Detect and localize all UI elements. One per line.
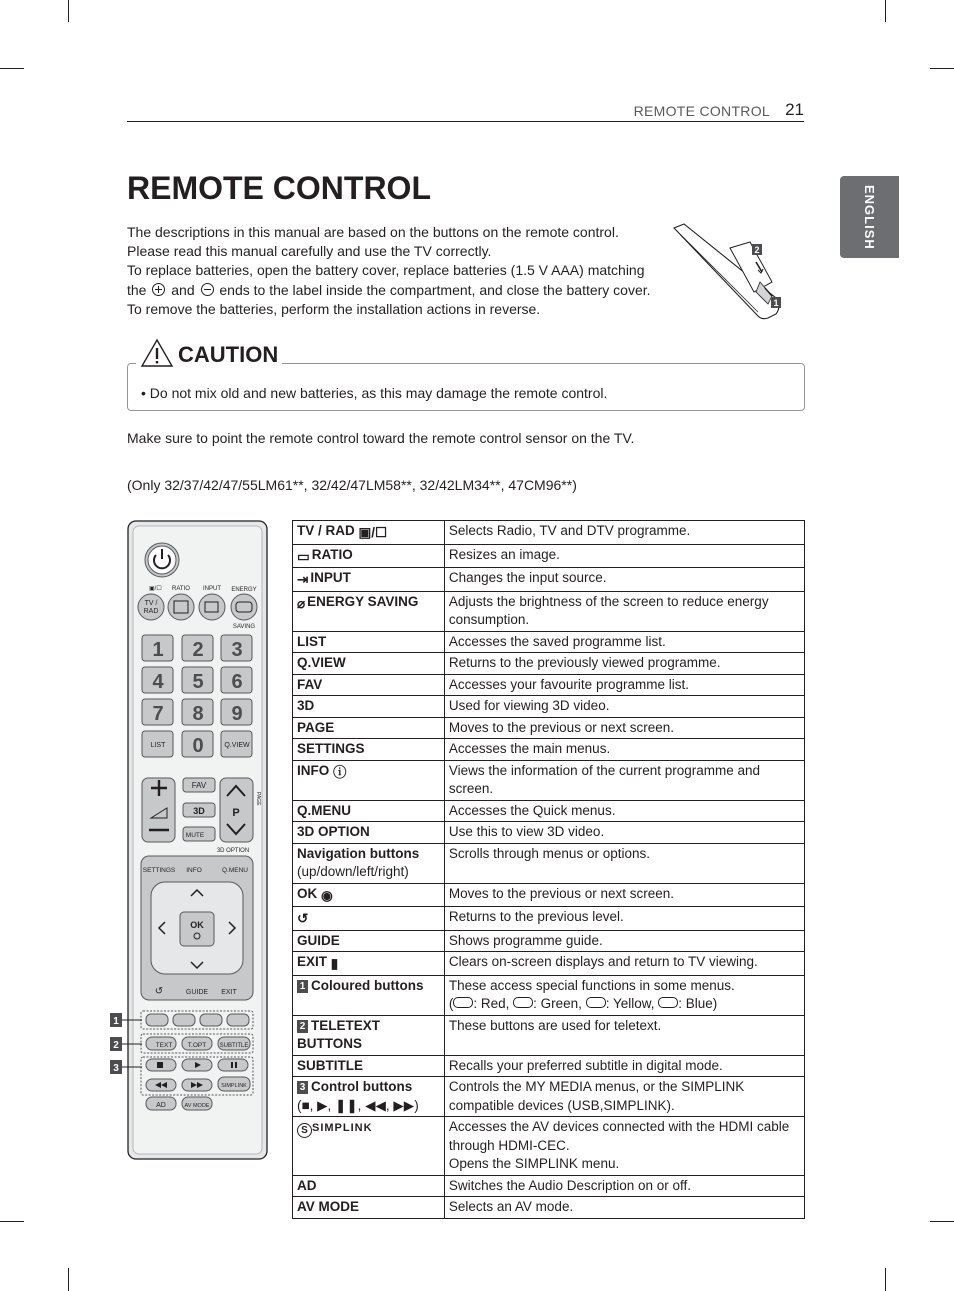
button-desc-cell: Recalls your preferred subtitle in digital mode. xyxy=(444,1055,804,1077)
remote-label: RAD xyxy=(143,608,159,615)
button-desc-cell: Accesses the AV devices connected with the HDMI cable through HDMI-CEC. Opens the SIMPLINK menu. xyxy=(444,1117,804,1176)
table-row xyxy=(293,717,805,739)
simplink-icon: S xyxy=(297,1123,312,1138)
warning-icon xyxy=(140,338,174,368)
table-row xyxy=(293,907,805,931)
button-name-cell: EXIT ▮ xyxy=(293,952,445,976)
button-desc-cell: Accesses your favourite programme list. xyxy=(444,674,804,696)
button-desc-cell: Selects an AV mode. xyxy=(444,1197,804,1219)
remote-label: AD xyxy=(156,1102,166,1109)
button-name-cell: Navigation buttons (up/down/left/right) xyxy=(293,843,445,883)
models-note: (Only 32/37/42/47/55LM61**, 32/42/47LM58**, 32/42LM34**, 47CM96**) xyxy=(127,477,577,493)
button-name-cell xyxy=(293,907,445,931)
ratio-icon: ▭ xyxy=(297,548,310,564)
intro-line xyxy=(127,281,667,300)
page-title: REMOTE CONTROL xyxy=(127,170,431,206)
crop-mark xyxy=(930,68,954,69)
button-desc-cell: Returns to the previously viewed programme. xyxy=(444,653,804,675)
button-desc-cell: These access special functions in some menus. ( : Red, : Green, : Yellow, : Blue) xyxy=(444,975,804,1015)
table-row xyxy=(293,1055,805,1077)
button-desc-cell: Moves to the previous or next screen. xyxy=(444,883,804,907)
table-row xyxy=(293,521,805,545)
crop-mark xyxy=(68,1268,69,1291)
table-row xyxy=(293,822,805,844)
table-row xyxy=(293,653,805,675)
caution-header xyxy=(136,338,282,368)
button-name-cell: ▭ RATIO xyxy=(293,544,445,568)
header-section-title: REMOTE CONTROL xyxy=(633,103,770,119)
remote-label: Q.MENU xyxy=(222,867,248,874)
remote-label: PAGE xyxy=(255,792,261,806)
button-name-cell: ⇥ INPUT xyxy=(293,568,445,592)
button-name-cell: GUIDE xyxy=(293,930,445,952)
button-desc-cell: Accesses the saved programme list. xyxy=(444,631,804,653)
callout-badge: 1 xyxy=(297,980,308,993)
button-desc-cell: Used for viewing 3D video. xyxy=(444,696,804,718)
remote-label: MUTE xyxy=(185,832,205,839)
intro-text-fragment: the xyxy=(127,281,147,298)
remote-label: INFO xyxy=(186,867,202,874)
button-name-cell: OK ◉ xyxy=(293,883,445,907)
ok-icon: ◉ xyxy=(321,887,333,903)
table-row xyxy=(293,883,805,907)
red-button-icon xyxy=(453,997,473,1008)
button-desc-cell: Use this to view 3D video. xyxy=(444,822,804,844)
sensor-note: Make sure to point the remote control toward the remote control sensor on the TV. xyxy=(127,430,635,446)
button-name-cell: Q.MENU xyxy=(293,800,445,822)
table-row xyxy=(293,591,805,631)
table-row xyxy=(293,544,805,568)
button-name-cell: PAGE xyxy=(293,717,445,739)
button-desc-cell: Changes the input source. xyxy=(444,568,804,592)
table-row xyxy=(293,930,805,952)
button-desc-cell: Views the information of the current programme and screen. xyxy=(444,760,804,800)
digit-button-label: 1 xyxy=(152,639,164,661)
blue-button-icon xyxy=(658,997,678,1008)
crop-mark xyxy=(930,1221,954,1222)
button-desc-cell: Accesses the main menus. xyxy=(444,739,804,761)
crop-mark xyxy=(0,68,24,69)
digit-button-label: 7 xyxy=(152,703,164,725)
table-row xyxy=(293,975,805,1015)
button-name-cell: S SIMPLINK xyxy=(293,1117,445,1176)
tv-rad-icon: ▣/☐ xyxy=(358,525,388,540)
page-header xyxy=(127,100,804,122)
remote-label: SUBTITLE xyxy=(219,1043,249,1049)
intro-line: Please read this manual carefully and use the TV correctly. xyxy=(127,243,492,260)
back-icon: ↺ xyxy=(297,911,309,926)
crop-mark xyxy=(885,1268,886,1291)
button-name-cell: AV MODE xyxy=(293,1197,445,1219)
remote-label: P xyxy=(232,807,240,819)
digit-button-label: 6 xyxy=(231,671,243,693)
buttons-table xyxy=(292,520,805,1219)
button-desc-cell: Resizes an image. xyxy=(444,544,804,568)
remote-label: OK xyxy=(190,920,204,930)
crop-mark xyxy=(68,0,69,22)
button-desc-cell: Switches the Audio Description on or off. xyxy=(444,1175,804,1197)
button-name-cell: SETTINGS xyxy=(293,739,445,761)
button-name-cell: 1 Coloured buttons xyxy=(293,975,445,1015)
digit-button-label: 8 xyxy=(192,703,204,725)
remote-label: 3D OPTION xyxy=(216,848,250,854)
button-name-cell: INFO ⓘ xyxy=(293,760,445,800)
intro-text-fragment: and xyxy=(171,281,195,298)
energy-saving-icon: ⌀ xyxy=(297,595,306,611)
caution-label: CAUTION xyxy=(178,342,279,367)
table-row xyxy=(293,568,805,592)
remote-label: SIMPLINK xyxy=(221,1083,247,1089)
button-name-cell: ⌀ ENERGY SAVING xyxy=(293,591,445,631)
button-name-cell: 3D OPTION xyxy=(293,822,445,844)
remote-label: RATIO xyxy=(172,586,190,592)
callout-number: 1 xyxy=(773,298,779,308)
callout-badge: 3 xyxy=(297,1081,308,1094)
button-desc-cell: Shows programme guide. xyxy=(444,930,804,952)
table-row xyxy=(293,739,805,761)
button-name-cell: FAV xyxy=(293,674,445,696)
intro-line: To replace batteries, open the battery cover, replace batteries (1.5 V AAA) matching xyxy=(127,262,645,279)
digit-button-label: 9 xyxy=(231,703,243,725)
caution-text: • Do not mix old and new batteries, as this may damage the remote control. xyxy=(141,385,608,401)
digit-button-label: 5 xyxy=(192,671,204,693)
digit-button-label: 0 xyxy=(192,735,204,757)
remote-label: EXIT xyxy=(221,989,237,996)
table-row xyxy=(293,800,805,822)
digit-button-label: 3 xyxy=(231,639,243,661)
table-row xyxy=(293,674,805,696)
remote-label: INPUT xyxy=(203,586,221,592)
minus-terminal-icon xyxy=(201,283,214,296)
plus-terminal-icon xyxy=(152,283,165,296)
button-desc-cell: Scrolls through menus or options. xyxy=(444,843,804,883)
callout-number: 1 xyxy=(113,1016,119,1027)
table-row xyxy=(293,1197,805,1219)
button-desc-cell: Selects Radio, TV and DTV programme. xyxy=(444,521,804,545)
button-desc-cell: Controls the MY MEDIA menus, or the SIMPLINK compatible devices (USB,SIMPLINK). xyxy=(444,1077,804,1117)
remote-label: TEXT xyxy=(155,1042,173,1049)
button-name-cell: 2 TELETEXT BUTTONS xyxy=(293,1015,445,1055)
language-tab xyxy=(840,176,899,258)
remote-label: FAV xyxy=(191,781,207,790)
remote-label: SAVING xyxy=(232,624,256,630)
table-row xyxy=(293,1117,805,1176)
info-icon: ⓘ xyxy=(333,764,347,780)
crop-mark xyxy=(0,1221,24,1222)
remote-control-illustration xyxy=(127,520,272,1162)
battery-cover-illustration xyxy=(672,222,787,322)
button-desc-cell: These buttons are used for teletext. xyxy=(444,1015,804,1055)
table-row xyxy=(293,696,805,718)
button-desc-cell: Clears on-screen displays and return to TV viewing. xyxy=(444,952,804,976)
callout-number: 2 xyxy=(113,1040,119,1051)
remote-label: LIST xyxy=(150,742,166,749)
callout-number: 2 xyxy=(754,245,760,255)
back-icon: ↺ xyxy=(154,986,164,997)
button-desc-cell: Moves to the previous or next screen. xyxy=(444,717,804,739)
button-desc-cell: Returns to the previous level. xyxy=(444,907,804,931)
exit-icon: ▮ xyxy=(330,956,339,971)
tv-rad-icon: ▣/☐ xyxy=(149,586,162,592)
remote-label: 3D xyxy=(193,806,205,816)
remote-label: T.OPT xyxy=(187,1042,207,1049)
button-desc-cell: Adjusts the brightness of the screen to reduce energy consumption. xyxy=(444,591,804,631)
callout-number: 3 xyxy=(113,1063,119,1074)
table-row xyxy=(293,1175,805,1197)
green-button-icon xyxy=(513,997,533,1008)
button-name-cell: SUBTITLE xyxy=(293,1055,445,1077)
intro-text-fragment: ends to the label inside the compartment, and close the battery cover. xyxy=(219,281,651,298)
digit-button-label: 2 xyxy=(192,639,204,661)
button-name-cell: TV / RAD ▣/☐ xyxy=(293,521,445,545)
table-row xyxy=(293,631,805,653)
table-row xyxy=(293,952,805,976)
remote-label: GUIDE xyxy=(185,989,209,996)
page-number: 21 xyxy=(785,100,804,119)
intro-text xyxy=(127,223,667,319)
table-row xyxy=(293,843,805,883)
digit-button-label: 4 xyxy=(152,671,164,693)
button-name-cell: 3D xyxy=(293,696,445,718)
intro-line: To remove the batteries, perform the installation actions in reverse. xyxy=(127,300,541,317)
yellow-button-icon xyxy=(586,997,606,1008)
remote-callouts xyxy=(108,1010,148,1080)
button-name-cell: AD xyxy=(293,1175,445,1197)
callout-badge: 2 xyxy=(297,1020,308,1033)
intro-line: The descriptions in this manual are based on the buttons on the remote control. xyxy=(127,224,619,240)
input-icon: ⇥ xyxy=(297,572,309,587)
button-name-cell: LIST xyxy=(293,631,445,653)
table-row xyxy=(293,1077,805,1117)
remote-label: ENERGY xyxy=(231,587,257,593)
remote-label: SETTINGS xyxy=(142,867,176,874)
table-row xyxy=(293,760,805,800)
table-row xyxy=(293,1015,805,1055)
button-name-cell: 3 Control buttons (■, ▶, ❚❚, ◀◀, ▶▶) xyxy=(293,1077,445,1117)
crop-mark xyxy=(885,0,886,22)
button-desc-cell: Accesses the Quick menus. xyxy=(444,800,804,822)
remote-label: Q.VIEW xyxy=(224,742,250,749)
remote-label: TV / xyxy=(144,600,158,607)
button-name-cell: Q.VIEW xyxy=(293,653,445,675)
remote-label: AV MODE xyxy=(184,1103,210,1109)
language-tab-label: ENGLISH xyxy=(862,184,877,250)
